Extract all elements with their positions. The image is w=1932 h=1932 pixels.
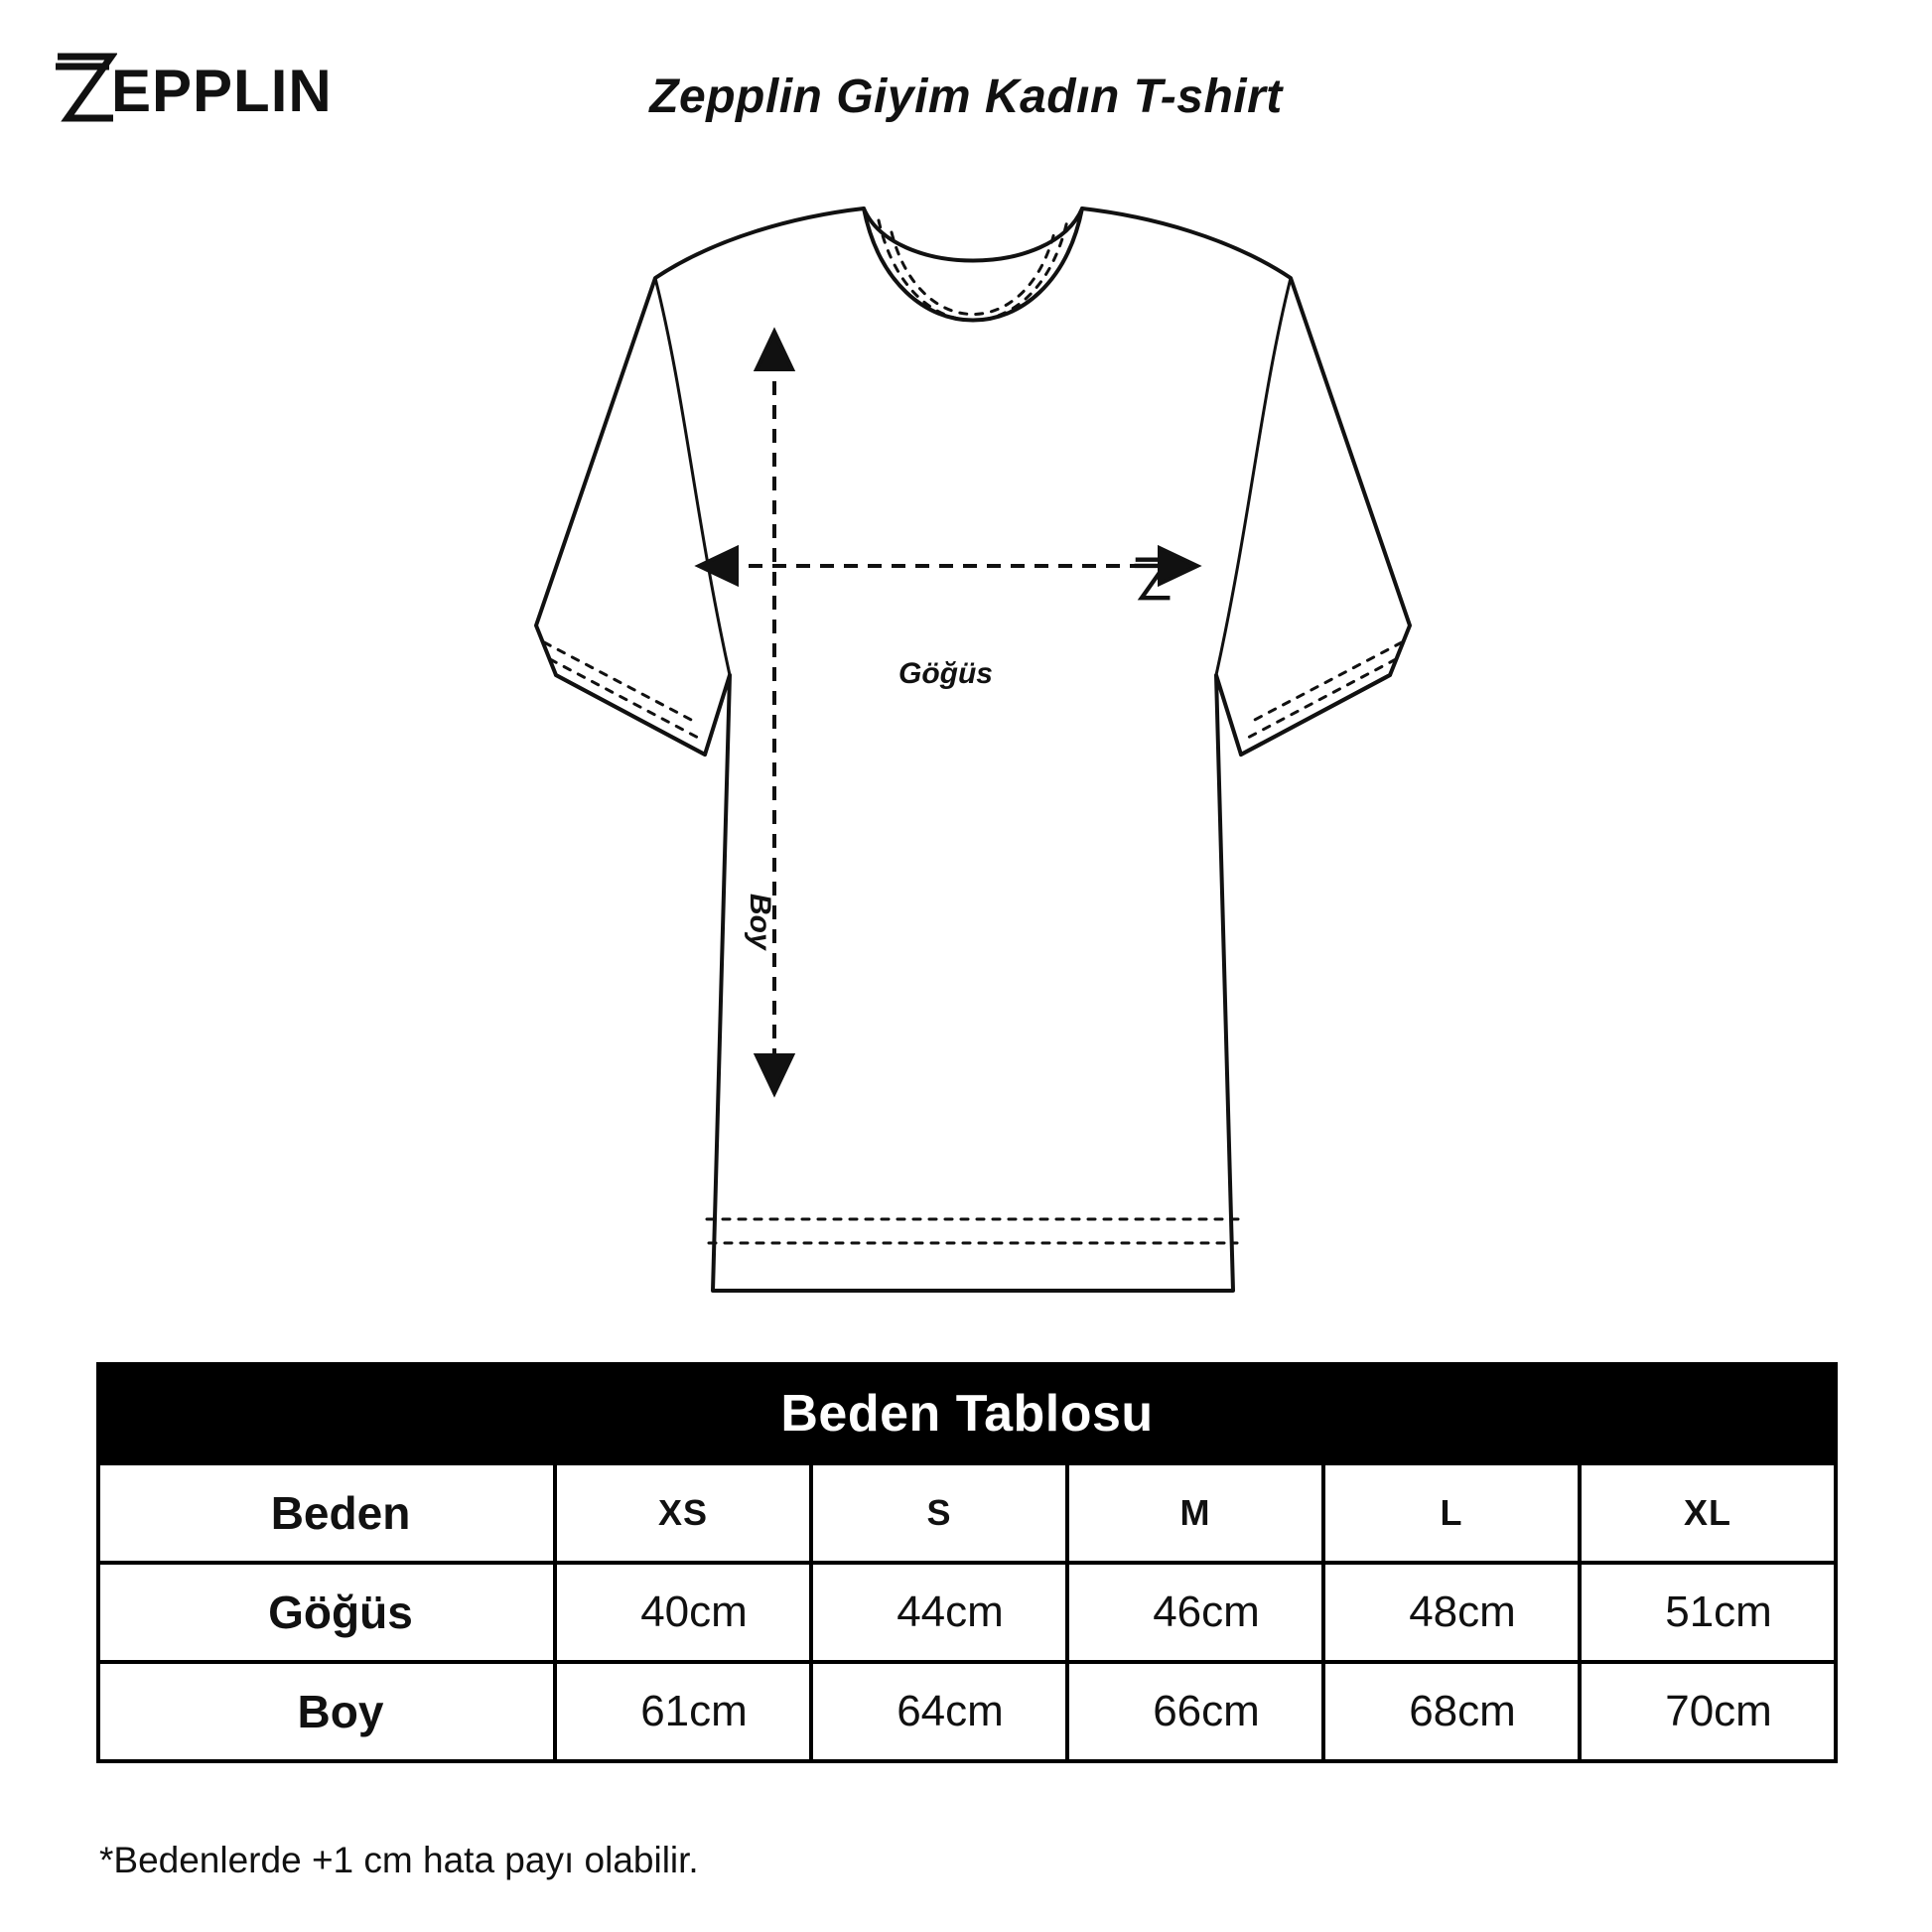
row-label-gogus: Göğüs bbox=[98, 1563, 555, 1662]
boy-l-value: 68cm bbox=[1323, 1662, 1580, 1761]
column-header-beden: Beden bbox=[98, 1463, 555, 1563]
gogus-xs-value: 40cm bbox=[555, 1563, 811, 1662]
gogus-s-value: 44cm bbox=[811, 1563, 1067, 1662]
boy-xs-value: 61cm bbox=[555, 1662, 811, 1761]
footnote: *Bedenlerde +1 cm hata payı olabilir. bbox=[99, 1840, 699, 1880]
column-header-xl: XL bbox=[1580, 1463, 1836, 1563]
vertical-double-arrow bbox=[757, 332, 792, 1093]
page-header bbox=[0, 0, 1932, 174]
size-chart-table bbox=[96, 1362, 1838, 1763]
column-header-xs: XS bbox=[555, 1463, 811, 1563]
boy-xl-value: 70cm bbox=[1580, 1662, 1836, 1761]
womens-tshirt-outline bbox=[0, 159, 1932, 1350]
table-row bbox=[98, 1563, 1836, 1662]
gogus-m-value: 46cm bbox=[1067, 1563, 1323, 1662]
gogus-l-value: 48cm bbox=[1323, 1563, 1580, 1662]
page-title-bold: Kadın T-shirt bbox=[984, 70, 1283, 123]
row-label-boy: Boy bbox=[98, 1662, 555, 1761]
table-row bbox=[98, 1662, 1836, 1761]
table-header-row bbox=[98, 1463, 1836, 1563]
table-title-row bbox=[98, 1364, 1836, 1463]
boy-s-value: 64cm bbox=[811, 1662, 1067, 1761]
gogus-xl-value: 51cm bbox=[1580, 1563, 1836, 1662]
boy-m-value: 66cm bbox=[1067, 1662, 1323, 1761]
table-title: Beden Tablosu bbox=[98, 1364, 1836, 1463]
tshirt-illustration bbox=[0, 159, 1932, 1350]
column-header-s: S bbox=[811, 1463, 1067, 1563]
brand-name: EPPLIN bbox=[111, 58, 333, 124]
column-header-m: M bbox=[1067, 1463, 1323, 1563]
page-title-light: Zepplin Giyim bbox=[649, 70, 985, 123]
column-header-l: L bbox=[1323, 1463, 1580, 1563]
length-measure-label: Boy bbox=[744, 894, 776, 950]
page-title bbox=[0, 71, 1932, 124]
chest-measure-label: Göğüs bbox=[898, 657, 993, 690]
